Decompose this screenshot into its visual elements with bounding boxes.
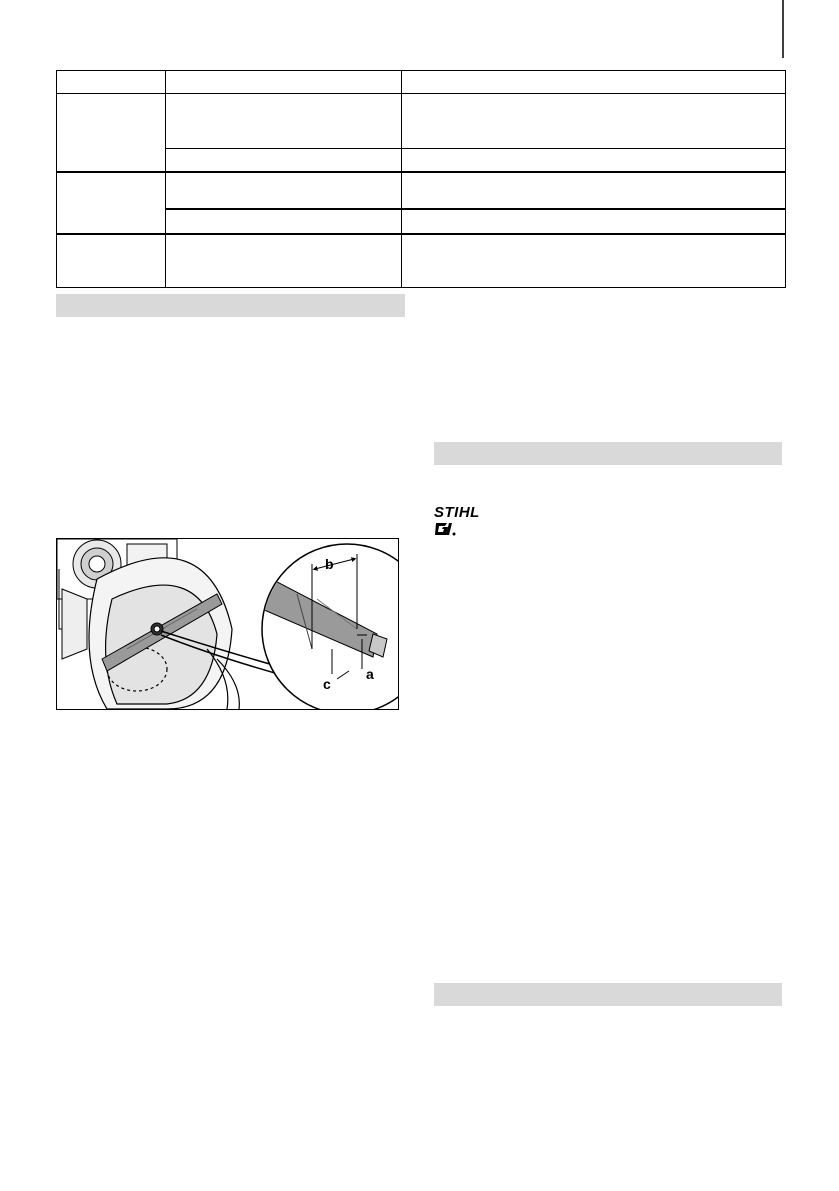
magnified-detail bbox=[262, 544, 398, 709]
section-heading-bar bbox=[434, 442, 782, 465]
table-cell bbox=[165, 94, 401, 102]
table-header-cell bbox=[165, 71, 401, 79]
section-heading-bar bbox=[56, 294, 405, 317]
label-c: c bbox=[323, 676, 331, 692]
table-cell bbox=[401, 94, 785, 102]
blade-illustration bbox=[56, 538, 399, 710]
label-b: b bbox=[325, 556, 334, 572]
row-divider bbox=[57, 171, 785, 173]
table-header-cell bbox=[57, 71, 165, 79]
column-divider bbox=[401, 71, 402, 287]
label-a: a bbox=[366, 666, 374, 682]
data-table bbox=[56, 70, 786, 288]
row-divider bbox=[165, 148, 785, 149]
row-divider bbox=[165, 208, 785, 210]
gi-logo-icon bbox=[434, 522, 456, 536]
brand-wordmark: STIHL bbox=[434, 504, 480, 521]
table-header-cell bbox=[401, 71, 785, 79]
column-divider bbox=[165, 71, 166, 287]
table-cell bbox=[57, 94, 165, 102]
cut-mark bbox=[777, 0, 789, 58]
section-heading-bar bbox=[434, 983, 782, 1006]
stihl-logo bbox=[434, 505, 480, 536]
row-divider bbox=[57, 233, 785, 235]
